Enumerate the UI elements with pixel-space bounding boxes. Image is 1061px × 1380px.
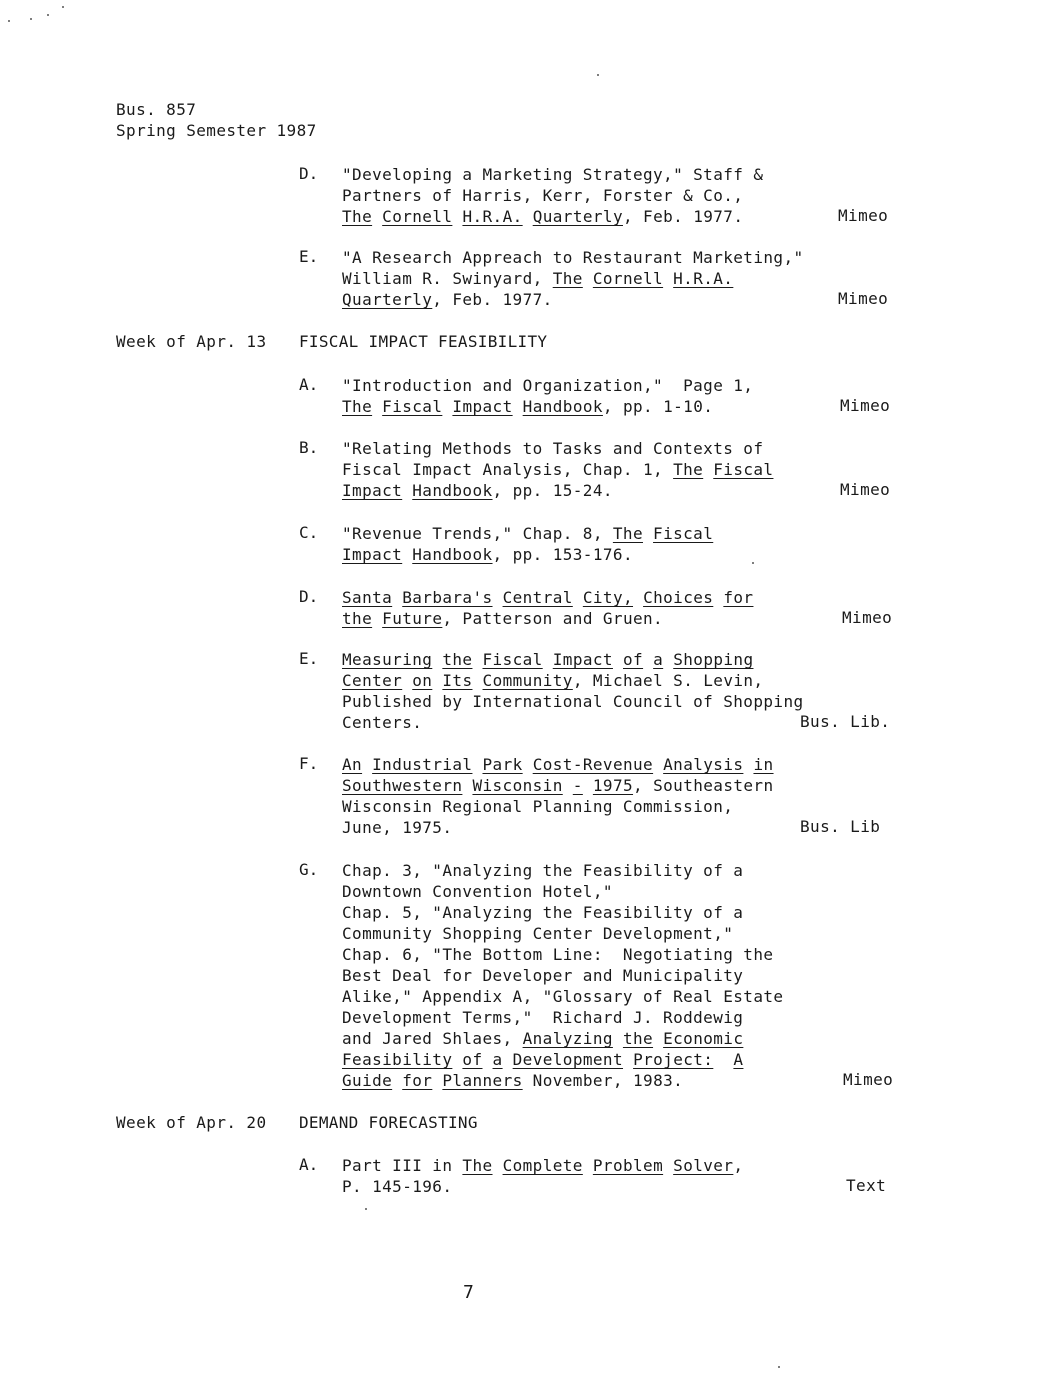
underlined-title-text: The: [612, 524, 643, 543]
entry-line: [342, 396, 713, 417]
citation-text: [462, 776, 472, 795]
entry-letter: A.: [299, 375, 319, 394]
entry-line: [342, 544, 633, 565]
citation-text: and Jared Shlaes,: [342, 1029, 523, 1048]
citation-text: [432, 650, 442, 669]
citation-text: Chap. 5, "Analyzing the Feasibility of a: [342, 903, 744, 922]
underlined-title-text: Fiscal: [482, 650, 543, 669]
citation-text: [663, 269, 673, 288]
underlined-title-text: Impact: [342, 481, 403, 500]
underlined-title-text: Impact: [342, 545, 403, 564]
citation-text: , pp. 153-176.: [492, 545, 633, 564]
underlined-title-text: The: [552, 269, 583, 288]
entry-line: [342, 670, 763, 691]
underlined-title-text: the: [342, 609, 373, 628]
citation-text: Chap. 3, "Analyzing the Feasibility of a: [342, 861, 744, 880]
entry-letter: E.: [299, 649, 319, 668]
citation-text: [402, 545, 412, 564]
scan-speck: [597, 74, 599, 76]
citation-text: ,: [733, 1156, 744, 1175]
entry-line: [342, 860, 743, 881]
entry-letter: B.: [299, 438, 319, 457]
citation-text: [623, 1050, 633, 1069]
citation-text: , Southeastern: [633, 776, 774, 795]
underlined-title-text: on: [412, 671, 433, 690]
citation-text: Partners of Harris, Kerr, Forster & Co.,: [342, 186, 744, 205]
entry-line: [342, 902, 743, 923]
underlined-title-text: Santa: [342, 588, 393, 607]
underlined-title-text: Quarterly: [342, 290, 433, 309]
underlined-title-text: Solver: [673, 1156, 734, 1175]
citation-text: [362, 755, 372, 774]
entry-line: [342, 289, 553, 310]
citation-text: [452, 207, 462, 226]
entry-line: [342, 1070, 683, 1091]
semester-label: Spring Semester 1987: [116, 121, 317, 140]
underlined-title-text: Analyzing: [522, 1029, 613, 1048]
entry-line: [342, 185, 743, 206]
underlined-title-text: H.R.A.: [462, 207, 523, 226]
underlined-title-text: An: [342, 755, 363, 774]
citation-text: [743, 755, 753, 774]
underlined-title-text: Cornell: [592, 269, 664, 288]
citation-text: [633, 588, 643, 607]
citation-text: Published by International Council of Shopping: [342, 692, 804, 711]
entry-line: [342, 691, 804, 712]
entry-line: [342, 375, 753, 396]
entry-line: [342, 1049, 743, 1070]
citation-text: [472, 755, 482, 774]
citation-text: Community Shopping Center Development,": [342, 924, 734, 943]
citation-text: , pp. 1-10.: [602, 397, 714, 416]
underlined-title-text: Development: [512, 1050, 624, 1069]
underlined-title-text: Impact: [552, 650, 613, 669]
citation-text: [703, 460, 713, 479]
underlined-title-text: 1975: [592, 776, 634, 795]
citation-text: [573, 588, 583, 607]
entry-line: [342, 1007, 743, 1028]
citation-text: [372, 207, 382, 226]
entry-line: [342, 523, 713, 544]
underlined-title-text: Economic: [663, 1029, 744, 1048]
section-heading: FISCAL IMPACT FEASIBILITY: [299, 332, 548, 351]
scan-speck: [8, 20, 10, 22]
citation-text: Chap. 6, "The Bottom Line: Negotiating the: [342, 945, 774, 964]
citation-text: [472, 650, 482, 669]
citation-text: [392, 1071, 402, 1090]
underlined-title-text: Handbook: [412, 481, 493, 500]
citation-text: [392, 588, 402, 607]
page-number: 7: [463, 1282, 474, 1303]
underlined-title-text: Fiscal: [382, 397, 443, 416]
citation-text: [452, 1050, 462, 1069]
underlined-title-text: Southwestern: [342, 776, 463, 795]
citation-text: , Feb. 1977.: [622, 207, 744, 226]
underlined-title-text: Planners: [442, 1071, 523, 1090]
citation-text: [442, 397, 452, 416]
citation-text: , Feb. 1977.: [432, 290, 553, 309]
citation-text: [402, 671, 412, 690]
entry-line: [342, 712, 422, 733]
entry-letter: G.: [299, 860, 319, 879]
underlined-title-text: Handbook: [522, 397, 603, 416]
citation-text: [523, 207, 533, 226]
entry-line: [342, 608, 663, 629]
underlined-title-text: Wisconsin: [472, 776, 563, 795]
citation-text: Wisconsin Regional Planning Commission,: [342, 797, 734, 816]
underlined-title-text: City,: [582, 588, 634, 607]
underlined-title-text: a: [653, 650, 664, 669]
underlined-title-text: of: [623, 650, 644, 669]
citation-text: Part III in: [342, 1156, 463, 1175]
citation-text: [523, 755, 533, 774]
citation-text: June, 1975.: [342, 818, 453, 837]
entry-line: [342, 1028, 743, 1049]
underlined-title-text: Cost-Revenue: [532, 755, 654, 774]
scan-speck: [47, 14, 49, 16]
citation-text: [613, 650, 623, 669]
underlined-title-text: Impact: [452, 397, 513, 416]
citation-text: Best Deal for Developer and Municipality: [342, 966, 744, 985]
entry-line: [342, 965, 743, 986]
entry-line: [342, 796, 733, 817]
entry-letter: C.: [299, 523, 319, 542]
citation-text: [663, 650, 673, 669]
availability-tag: Bus. Lib: [800, 817, 881, 836]
citation-text: [563, 776, 573, 795]
underlined-title-text: Industrial: [372, 755, 473, 774]
entry-letter: F.: [299, 754, 319, 773]
underlined-title-text: Analysis: [663, 755, 744, 774]
section-heading: DEMAND FORECASTING: [299, 1113, 478, 1132]
entry-line: [342, 587, 753, 608]
underlined-title-text: The: [342, 207, 373, 226]
underlined-title-text: A: [733, 1050, 744, 1069]
entry-line: [342, 480, 613, 501]
course-number: Bus. 857: [116, 100, 197, 119]
citation-text: Development Terms," Richard J. Roddewig: [342, 1008, 744, 1027]
underlined-title-text: Choices: [643, 588, 714, 607]
scan-speck: [30, 18, 32, 20]
citation-text: "Relating Methods to Tasks and Contexts of: [342, 439, 764, 458]
availability-tag: Mimeo: [843, 1070, 894, 1089]
citation-text: [713, 1050, 733, 1069]
availability-tag: Bus. Lib.: [800, 712, 891, 731]
entry-line: [342, 754, 774, 775]
citation-text: [713, 588, 723, 607]
entry-line: [342, 268, 733, 289]
underlined-title-text: for: [402, 1071, 433, 1090]
citation-text: [472, 671, 482, 690]
underlined-title-text: for: [723, 588, 754, 607]
underlined-title-text: Quarterly: [532, 207, 623, 226]
scan-speck: [778, 1366, 780, 1368]
entry-line: [342, 881, 613, 902]
citation-text: [583, 269, 593, 288]
underlined-title-text: the: [442, 650, 473, 669]
entry-line: [342, 649, 753, 670]
availability-tag: Mimeo: [840, 480, 891, 499]
underlined-title-text: The: [462, 1156, 493, 1175]
underlined-title-text: Community: [482, 671, 573, 690]
citation-text: [663, 1156, 673, 1175]
availability-tag: Mimeo: [838, 206, 889, 225]
underlined-title-text: H.R.A.: [673, 269, 734, 288]
entry-line: [342, 1176, 452, 1197]
citation-text: "A Research Appreach to Restaurant Marketing,": [342, 248, 804, 267]
entry-line: [342, 1155, 743, 1176]
underlined-title-text: Guide: [342, 1071, 393, 1090]
underlined-title-text: of: [462, 1050, 483, 1069]
citation-text: [493, 588, 503, 607]
citation-text: [583, 776, 593, 795]
citation-text: [372, 397, 382, 416]
underlined-title-text: Park: [482, 755, 523, 774]
underlined-title-text: a: [492, 1050, 503, 1069]
underlined-title-text: Problem: [592, 1156, 664, 1175]
week-label: Week of Apr. 20: [116, 1113, 267, 1132]
citation-text: [513, 397, 523, 416]
entry-line: [342, 206, 743, 227]
citation-text: "Developing a Marketing Strategy," Staff &: [342, 165, 764, 184]
citation-text: P. 145-196.: [342, 1177, 453, 1196]
underlined-title-text: Barbara's: [402, 588, 493, 607]
citation-text: [583, 1156, 593, 1175]
citation-text: [543, 650, 553, 669]
underlined-title-text: Handbook: [412, 545, 493, 564]
underlined-title-text: The: [673, 460, 704, 479]
citation-text: [503, 1050, 513, 1069]
citation-text: "Revenue Trends," Chap. 8,: [342, 524, 613, 543]
citation-text: Fiscal Impact Analysis, Chap. 1,: [342, 460, 674, 479]
entry-line: [342, 923, 733, 944]
citation-text: Alike," Appendix A, "Glossary of Real Estate: [342, 987, 784, 1006]
scan-speck: [62, 6, 64, 8]
citation-text: , Michael S. Levin,: [572, 671, 764, 690]
citation-text: , pp. 15-24.: [492, 481, 613, 500]
citation-text: [483, 1050, 493, 1069]
underlined-title-text: Future: [382, 609, 443, 628]
availability-tag: Mimeo: [842, 608, 893, 627]
week-label: Week of Apr. 13: [116, 332, 267, 351]
underlined-title-text: Project:: [633, 1050, 714, 1069]
underlined-title-text: Center: [342, 671, 403, 690]
underlined-title-text: Central: [502, 588, 573, 607]
underlined-title-text: Its: [442, 671, 473, 690]
citation-text: , Patterson and Gruen.: [442, 609, 664, 628]
entry-letter: D.: [299, 587, 319, 606]
underlined-title-text: Cornell: [382, 207, 453, 226]
underlined-title-text: Measuring: [342, 650, 433, 669]
availability-tag: Mimeo: [838, 289, 889, 308]
availability-tag: Text: [846, 1176, 887, 1195]
underlined-title-text: the: [622, 1029, 654, 1048]
citation-text: [643, 650, 653, 669]
entry-line: [342, 459, 773, 480]
entry-letter: D.: [299, 164, 319, 183]
entry-letter: A.: [299, 1155, 319, 1174]
underlined-title-text: Fiscal: [713, 460, 774, 479]
citation-text: [613, 1029, 623, 1048]
citation-text: [493, 1156, 503, 1175]
citation-text: [402, 481, 412, 500]
entry-line: [342, 944, 773, 965]
entry-line: [342, 775, 774, 796]
citation-text: Downtown Convention Hotel,": [342, 882, 613, 901]
entry-line: [342, 164, 763, 185]
underlined-title-text: -: [572, 776, 583, 795]
underlined-title-text: Complete: [502, 1156, 583, 1175]
underlined-title-text: Fiscal: [653, 524, 714, 543]
citation-text: [372, 609, 382, 628]
entry-letter: E.: [299, 247, 319, 266]
scan-speck: [365, 1208, 367, 1210]
scan-speck: [752, 562, 754, 564]
citation-text: [653, 755, 663, 774]
citation-text: [653, 1029, 663, 1048]
availability-tag: Mimeo: [840, 396, 891, 415]
citation-text: [432, 671, 442, 690]
underlined-title-text: Shopping: [673, 650, 754, 669]
entry-line: [342, 438, 763, 459]
entry-line: [342, 817, 452, 838]
citation-text: "Introduction and Organization," Page 1,: [342, 376, 754, 395]
entry-line: [342, 986, 783, 1007]
citation-text: [432, 1071, 442, 1090]
citation-text: [643, 524, 653, 543]
citation-text: November, 1983.: [522, 1071, 684, 1090]
citation-text: William R. Swinyard,: [342, 269, 553, 288]
citation-text: Centers.: [342, 713, 423, 732]
entry-line: [342, 247, 804, 268]
underlined-title-text: The: [342, 397, 373, 416]
underlined-title-text: in: [753, 755, 774, 774]
underlined-title-text: Feasibility: [342, 1050, 453, 1069]
